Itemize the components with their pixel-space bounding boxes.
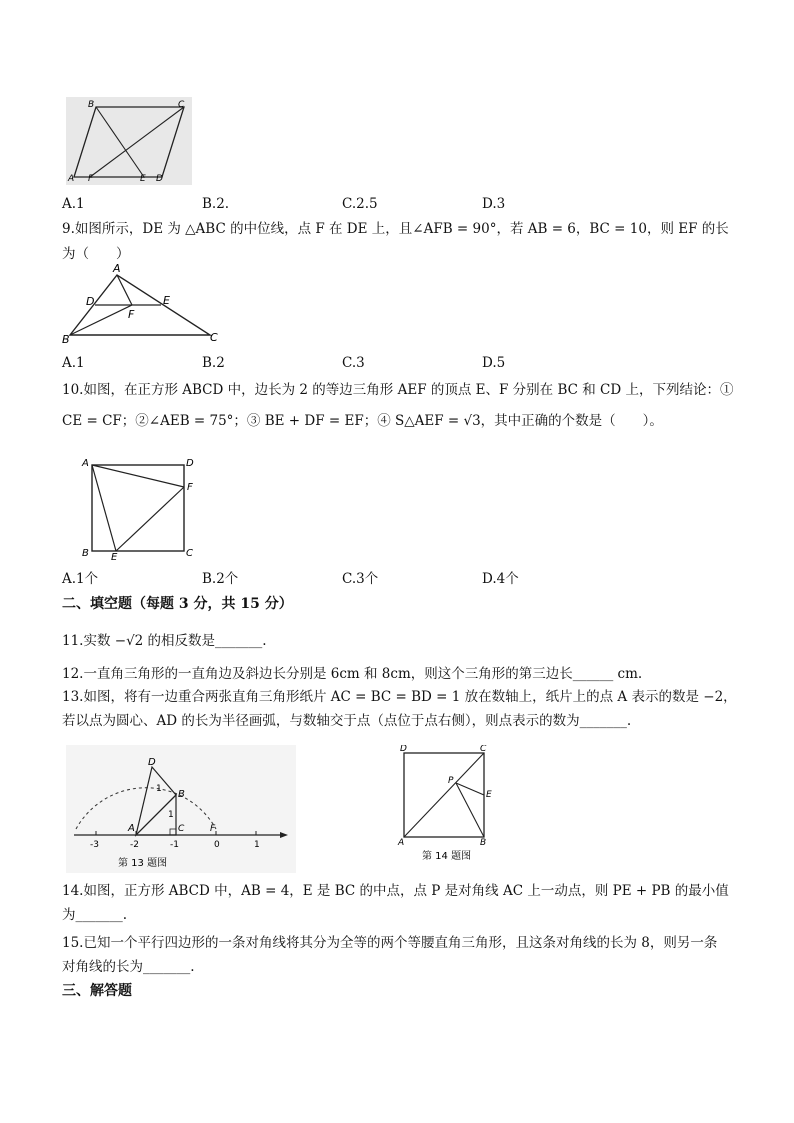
fig8-label-F: F <box>88 174 94 184</box>
fig8-label-C: C <box>178 100 185 110</box>
fig8-label-A: A <box>68 174 75 184</box>
fig14-label-A: A <box>398 838 405 848</box>
q9-text-line2: 为（ ） <box>62 246 130 262</box>
q9-option-d: D.5 <box>482 355 506 371</box>
figure-q10-square <box>78 452 200 560</box>
q8-option-c: C.2.5 <box>342 196 378 212</box>
fig13-caption: 第 13 题图 <box>118 858 168 869</box>
fig10-label-B: B <box>82 548 89 559</box>
figure-q14-square <box>396 745 502 865</box>
fig9-label-C: C <box>210 331 218 344</box>
q8-option-a: A.1 <box>62 196 85 212</box>
q13-text-line2: 若以点为圆心、AD 的长为半径画弧，与数轴交于点（点位于点右侧），则点表示的数为_______. <box>62 713 632 729</box>
fig13-label-B: B <box>178 789 185 800</box>
section-title-answers: 三、解答题 <box>62 983 132 999</box>
fig14-label-B: B <box>480 838 487 848</box>
q8-option-b: B.2. <box>202 196 230 212</box>
fig10-label-D: D <box>186 458 194 469</box>
q10-option-c: C.3个 <box>342 571 379 587</box>
fig14-label-C: C <box>480 745 487 754</box>
q9-text-line1: 9.如图所示，DE 为 △ABC 的中位线，点 F 在 DE 上，且∠AFB = 90°，若 AB = 6，BC = 10，则 EF 的长 <box>62 221 729 237</box>
fig10-label-A: A <box>82 458 89 469</box>
fig13-label-1a: 1 <box>156 784 162 794</box>
fig14-label-D: D <box>400 745 407 754</box>
q9-option-b: B.2 <box>202 355 225 371</box>
fig13-tick-neg3: -3 <box>90 840 99 850</box>
q12-text: 12.一直角三角形的一直角边及斜边长分别是 6cm 和 8cm，则这个三角形的第三边长______ cm. <box>62 666 643 682</box>
fig9-label-A: A <box>113 263 121 275</box>
q10-option-d: D.4个 <box>482 571 519 587</box>
figure-q13-number-line <box>66 745 296 873</box>
q14-text-line1: 14.如图，正方形 ABCD 中，AB = 4，E 是 BC 的中点，点 P 是对角线 AC 上一动点，则 PE + PB 的最小值 <box>62 883 729 899</box>
fig8-label-E: E <box>140 174 146 184</box>
q13-text-line1: 13.如图，将有一边重合两张直角三角形纸片 AC = BC = BD = 1 放在数轴上，纸片上的点 A 表示的数是 −2， <box>62 689 737 705</box>
fig13-label-F: F <box>210 824 216 834</box>
q15-text-line1: 15.已知一个平行四边形的一条对角线将其分为全等的两个等腰直角三角形，且这条对角线的长为 8，则另一条 <box>62 935 718 951</box>
fig9-label-E: E <box>163 294 170 307</box>
q8-option-d: D.3 <box>482 196 506 212</box>
fig13-tick-0: 0 <box>214 840 220 850</box>
q15-text-line2: 对角线的长为_______. <box>62 959 195 975</box>
fig13-tick-1: 1 <box>254 840 260 850</box>
fig14-caption: 第 14 题图 <box>422 851 472 862</box>
q10-option-a: A.1个 <box>62 571 99 587</box>
fig10-label-F: F <box>187 482 193 493</box>
q10-text-line1: 10.如图，在正方形 ABCD 中，边长为 2 的等边三角形 AEF 的顶点 E、F 分别在 BC 和 CD 上，下列结论：① <box>62 382 734 398</box>
fig13-label-C: C <box>178 824 185 834</box>
fig13-tick-neg2: -2 <box>130 840 139 850</box>
fig10-label-E: E <box>111 552 118 560</box>
section-title-fill-in: 二、填空题（每题 3 分，共 15 分） <box>62 596 293 612</box>
fig13-label-D: D <box>148 757 156 768</box>
q14-text-line2: 为_______. <box>62 907 128 923</box>
fig14-label-E: E <box>486 790 492 800</box>
figure-q8-parallelogram <box>66 97 192 185</box>
fig8-label-B: B <box>88 100 95 110</box>
figure-q9-triangle <box>62 263 222 345</box>
fig13-label-A: A <box>128 823 135 834</box>
q11-text: 11.实数 −√2 的相反数是_______. <box>62 633 267 649</box>
fig13-tick-neg1: -1 <box>170 840 179 850</box>
q10-text-line2: CE = CF；②∠AEB = 75°；③ BE + DF = EF；④ S△AEF = √3，其中正确的个数是（ ）。 <box>62 413 663 429</box>
q10-option-b: B.2个 <box>202 571 239 587</box>
fig9-label-B: B <box>62 333 70 345</box>
fig8-label-D: D <box>156 174 163 184</box>
q9-option-a: A.1 <box>62 355 85 371</box>
fig9-label-F: F <box>128 308 135 321</box>
q9-option-c: C.3 <box>342 355 365 371</box>
fig14-label-P: P <box>448 776 454 786</box>
fig13-label-1b: 1 <box>168 810 174 820</box>
fig9-label-D: D <box>86 295 95 308</box>
fig10-label-C: C <box>186 548 193 559</box>
